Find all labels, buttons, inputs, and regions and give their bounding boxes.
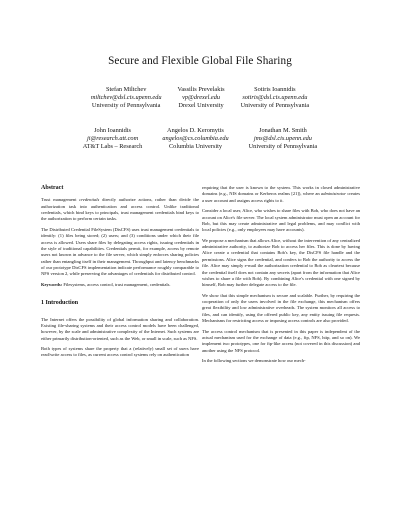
author-name: Sotiris Ioannidis <box>254 86 296 93</box>
intro-paragraph-1: The Internet offers the possibility of global information sharing and collaboration. Existing file-sharing systems and their access control models have been challenged, however, by the scale and administrative complexity of the Internet. Such systems are either primarily distribution-oriented, such as the Web, or small in scale, such as NFS. <box>41 316 199 341</box>
body-paragraph-5: The access control mechanism that is presented in this paper is independent of the actual mechanism used for the exchange of data (e.g., ftp, NFS, http, and so on). We implement two prototypes, one for ftp-like access (not covered in this discussion) and another using the NFS protocol. <box>202 328 360 353</box>
abstract-heading: Abstract <box>41 185 64 191</box>
author-block <box>178 86 225 111</box>
author-row-2 <box>0 127 400 152</box>
paper-title: Secure and Flexible Global File Sharing <box>108 55 292 67</box>
body-paragraph-3: We propose a mechanism that allows Alice, without the intervention of any centralized administrative authority, to authorize Bob to access her files. This is done by having Alice create a credential that contains Bob's key, the DisCFS file handle and the permissions. Alice signs the credential, and confers to Bob the authority to access the file. Alice may simply e-mail the authorization credential to Bob as cleartext because the credential itself does not contain any secrets (apart from the information that Alice wishes to share a file with Bob). By combining Alice's credential with one signed by himself, Bob may further delegate access to the file. <box>202 237 360 288</box>
author-email: vp@drexel.edu <box>182 94 220 102</box>
author-name: Jonathan M. Smith <box>259 127 307 134</box>
right-column <box>202 185 360 369</box>
abstract-paragraph-1: Trust management credentials directly authorize actions, rather than divide the authorization task into authentication and access control. Unlike traditional credentials, which bind keys to principals, trust management credentials bind keys to the authorization to perform certain tasks. <box>41 197 199 222</box>
body-paragraph-2: Consider a local user, Alice, who wishes to share files with Bob, who does not have an account on Alice's file server. The local system administrator must open an account for Bob, but this may create administrative and legal problems, and may conflict with local policies (e.g., only employees may have accounts). <box>202 208 360 233</box>
author-block <box>91 86 162 111</box>
author-email: ji@research.att.com <box>86 135 139 143</box>
author-name: Vassilis Prevelakis <box>177 86 225 93</box>
author-block <box>249 127 318 152</box>
intro-paragraph-2: Both types of systems share the property that a (relatively) small set of users have read/write access to files, as current access control systems rely on authentication <box>41 346 199 358</box>
author-block <box>83 127 143 152</box>
author-email: jms@dsl.cis.upenn.edu <box>253 135 312 143</box>
author-email: angelos@cs.columbia.edu <box>162 135 229 143</box>
keywords: Keywords: Filesystems, access control, trust management, credentials. <box>41 281 171 287</box>
author-affiliation: University of Pennsylvania <box>248 143 318 151</box>
author-name: Stefan Miltchev <box>105 86 147 93</box>
author-affiliation: Columbia University <box>168 143 222 151</box>
body-paragraph-6: In the following sections we demonstrate how our mech- <box>202 358 306 364</box>
author-name: Angelos D. Keromytis <box>167 127 224 134</box>
body-paragraph-4: We show that this simple mechanism is secure and scalable. Further, by requiring the cooperation of only the users involved in the file exchange, this mechanism offers great flexibility and low administrative overheads. The system monitors all access to files, and can identify, using the offered public key, any entity issuing file requests. Mechanisms for restricting access or imposing access controls are also provided. <box>202 292 360 324</box>
author-affiliation: University of Pennsylvania <box>240 102 310 110</box>
left-column <box>41 185 199 363</box>
author-affiliation: University of Pennsylvania <box>91 102 161 110</box>
body-paragraph-1: requiring that the user is known to the system. This works in closed administrative domains (e.g., NIS domains or Kerberos realms [21]), where an administrator creates a user account and assigns access rights to it. <box>202 185 360 203</box>
author-name: John Ioannidis <box>94 127 131 134</box>
introduction-heading: 1 Introduction <box>41 300 79 307</box>
author-block <box>162 127 228 152</box>
author-block <box>241 86 310 111</box>
author-email: sotiris@dsl.cis.upenn.edu <box>242 94 308 102</box>
author-email: miltchev@dsl.cis.upenn.edu <box>90 94 162 102</box>
author-affiliation: AT&T Labs – Research <box>82 143 143 151</box>
author-affiliation: Drexel University <box>178 102 224 110</box>
abstract-paragraph-2: The Distributed Credential FileSystem (DisCFS) uses trust management credentials to identify: (1) files being stored; (2) users; and (3) conditions under which their file access is allowed. Users share files by delegating access rights, issuing credentials in the style of traditional capabilities. Credentials permit, for example, access by remote users not known in advance to the file server, which simply enforces sharing policies rather than entangling itself in their management. Throughput and latency benchmarks of our prototype DisCFS implementation indicate performance roughly comparable to NFS version 2, while preserving the advantages of credentials for distributed control. <box>41 226 199 277</box>
author-row-1 <box>0 86 400 111</box>
